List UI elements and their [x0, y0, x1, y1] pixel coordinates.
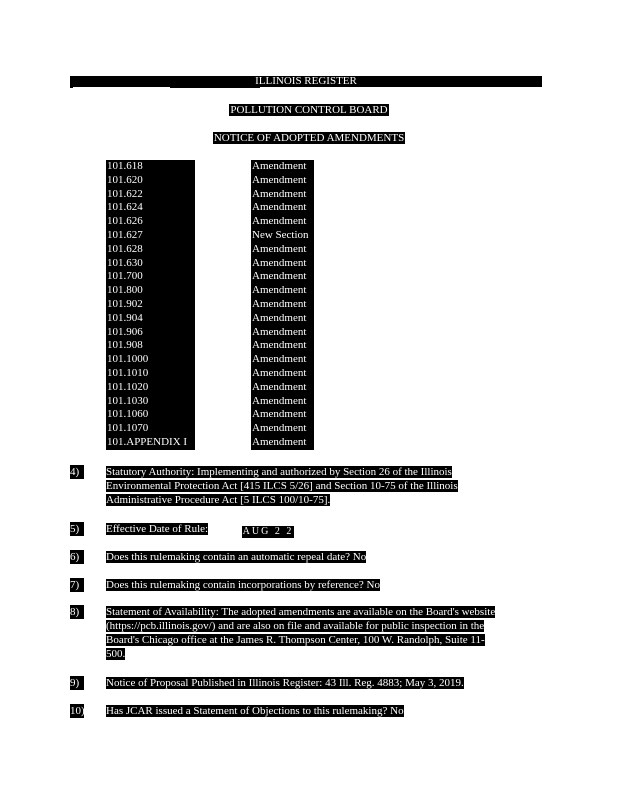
header-underline-mark — [170, 87, 260, 88]
section-number: 101.1010 — [106, 367, 195, 381]
section-action: Amendment — [251, 326, 314, 340]
notice-title: NOTICE OF ADOPTED AMENDMENTS — [213, 132, 405, 144]
item-number: 8) — [70, 605, 84, 619]
agency-heading — [0, 104, 618, 117]
item-line: Statement of Availability: The adopted amendments are available on the Board's website — [106, 606, 496, 618]
section-number: 101.908 — [106, 339, 195, 353]
section-number: 101.1020 — [106, 381, 195, 395]
item-line: Statutory Authority: Implementing and authorized by Section 26 of the Illinois — [106, 466, 452, 478]
section-number: 101.618 — [106, 160, 195, 174]
section-number: 101.1070 — [106, 422, 195, 436]
section-action: Amendment — [251, 284, 314, 298]
item-line: Board's Chicago office at the James R. Thompson Center, 100 W. Randolph, Suite 11- — [106, 634, 485, 646]
item-text — [106, 605, 495, 661]
section-action: Amendment — [251, 367, 314, 381]
item-text — [106, 550, 366, 564]
item-line: Does this rulemaking contain incorporations by reference? No — [106, 579, 380, 591]
section-number: 101.1030 — [106, 395, 195, 409]
item-text — [106, 465, 458, 507]
section-action: Amendment — [251, 215, 314, 229]
item-line: Has JCAR issued a Statement of Objections to this rulemaking? No — [106, 705, 404, 717]
item-line: Does this rulemaking contain an automatic repeal date? No — [106, 551, 367, 563]
item-line: Environmental Protection Act [415 ILCS 5/26] and Section 10-75 of the Illinois — [106, 480, 458, 492]
section-number: 101.626 — [106, 215, 195, 229]
section-action: Amendment — [251, 436, 314, 450]
section-number: 101.906 — [106, 326, 195, 340]
section-action: Amendment — [251, 243, 314, 257]
item-line: Notice of Proposal Published in Illinois Register: 43 Ill. Reg. 4883; May 3, 2019. — [106, 677, 464, 689]
header-underline-mark — [70, 87, 73, 88]
section-action: Amendment — [251, 395, 314, 409]
section-number: 101.622 — [106, 188, 195, 202]
register-header — [70, 76, 542, 87]
item-number: 6) — [70, 550, 84, 564]
section-number: 101.630 — [106, 257, 195, 271]
item-text — [106, 704, 404, 718]
section-number: 101.1000 — [106, 353, 195, 367]
section-action: Amendment — [251, 257, 314, 271]
item-line: (https://pcb.illinois.gov/) and are also on file and available for public inspection in the — [106, 620, 485, 632]
section-number: 101.904 — [106, 312, 195, 326]
section-action: Amendment — [251, 422, 314, 436]
item-number: 4) — [70, 465, 84, 479]
section-number: 101.627 — [106, 229, 195, 243]
section-number: 101.1060 — [106, 408, 195, 422]
section-action: New Section — [251, 229, 314, 243]
section-action: Amendment — [251, 298, 314, 312]
section-action: Amendment — [251, 160, 314, 174]
section-action: Amendment — [251, 408, 314, 422]
section-action: Amendment — [251, 201, 314, 215]
item-text — [106, 676, 464, 690]
section-action: Amendment — [251, 312, 314, 326]
item-text — [106, 522, 208, 536]
effective-date-stamp: AUG 2 2 19 — [242, 526, 294, 549]
item-number: 10) — [70, 705, 85, 717]
effective-date-label: Effective Date of Rule: — [106, 523, 209, 535]
agency-name: POLLUTION CONTROL BOARD — [230, 104, 388, 116]
item-line: Administrative Procedure Act [5 ILCS 100/10-75]. — [106, 494, 331, 506]
section-action: Amendment — [251, 174, 314, 188]
section-number: 101.APPENDIX I — [106, 436, 195, 450]
item-text — [106, 578, 380, 592]
section-number: 101.902 — [106, 298, 195, 312]
item-number: 7) — [70, 578, 84, 592]
section-action: Amendment — [251, 188, 314, 202]
notice-heading — [0, 132, 618, 145]
item-number: 9) — [70, 676, 84, 690]
item-number: 5) — [70, 522, 84, 536]
section-action: Amendment — [251, 339, 314, 353]
section-action: Amendment — [251, 381, 314, 395]
section-number: 101.700 — [106, 270, 195, 284]
section-action: Amendment — [251, 270, 314, 284]
item-line: 500. — [106, 648, 126, 660]
register-title: ILLINOIS REGISTER — [255, 75, 357, 87]
section-number: 101.628 — [106, 243, 195, 257]
section-number: 101.624 — [106, 201, 195, 215]
section-number: 101.800 — [106, 284, 195, 298]
section-number: 101.620 — [106, 174, 195, 188]
section-action: Amendment — [251, 353, 314, 367]
